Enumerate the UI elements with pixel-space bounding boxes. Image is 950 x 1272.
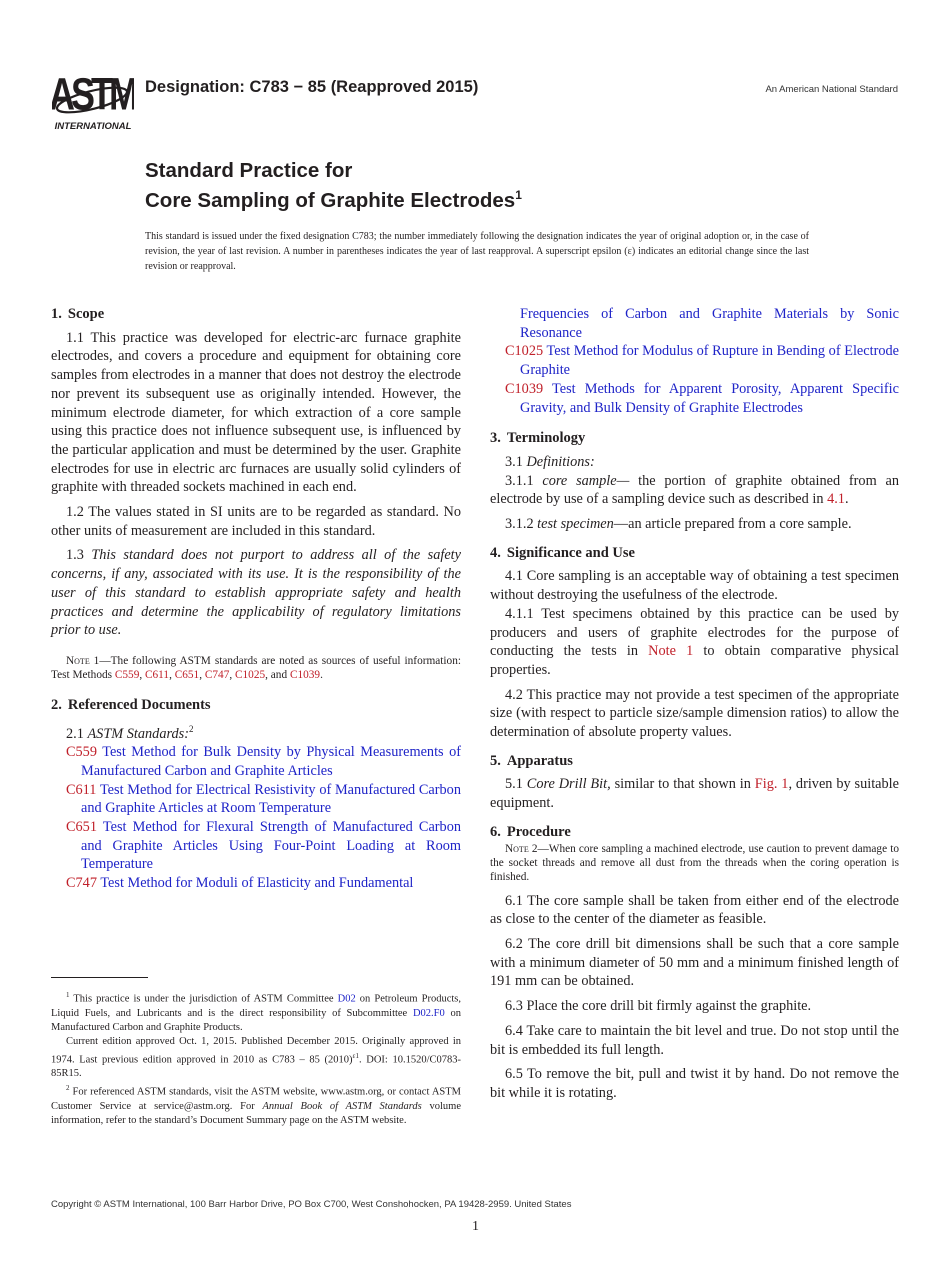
- section-heading-apparatus: 5. Apparatus: [490, 752, 573, 769]
- reference-c1039[interactable]: C1039 Test Methods for Apparent Porosity, Apparent Specific Gravity, and Bulk Density of Graphite Electrodes: [505, 380, 899, 416]
- copyright-notice: Copyright © ASTM International, 100 Barr Harbor Drive, PO Box C700, West Conshohocken, PA 19428-2959. United States: [51, 1199, 572, 1210]
- footnotes: [51, 988, 461, 1128]
- astm-logo-icon: [52, 62, 134, 132]
- reference-c747-continued[interactable]: Frequencies of Carbon and Graphite Materials by Sonic Resonance: [520, 306, 899, 341]
- reference-c747[interactable]: C747 Test Method for Moduli of Elasticity and Fundamental: [66, 875, 414, 892]
- link-c747[interactable]: C747: [204, 668, 230, 681]
- link-c611[interactable]: C611: [145, 668, 170, 681]
- paragraph-3-1-2: 3.1.2 test specimen—an article prepared from a core sample.: [505, 516, 852, 533]
- link-c559[interactable]: C559: [114, 668, 140, 681]
- title-line-1: Standard Practice for: [145, 159, 353, 182]
- astm-logo: [52, 62, 134, 132]
- paragraph-4-1: 4.1 Core sampling is an acceptable way of obtaining a test specimen without destroying the usefulness of the electrode.: [490, 568, 899, 604]
- national-standard-label: An American National Standard: [765, 84, 898, 95]
- footnote-divider: [51, 977, 148, 978]
- section-heading-procedure: 6. Procedure: [490, 823, 571, 840]
- link-fig-1[interactable]: Fig. 1: [754, 776, 789, 793]
- intro-paragraph: This standard is issued under the fixed designation C783; the number immediately following the designation indicates the year of original adoption or, in the case of revision, the year of last revision. A number in parentheses indicates the year of last reapproval. A superscript epsilon (ε) indicates an editorial change since the last revision or reapproval.: [145, 231, 809, 272]
- designation: Designation: C783 − 85 (Reapproved 2015): [145, 78, 479, 96]
- note-1: Note 1—The following ASTM standards are noted as sources of useful information: Test Methods C559, C611, C651, C747, C1025, and C1039.: [51, 654, 461, 681]
- footnote-1: $^1$ This practice is under the jurisdiction of ASTM Committee D02 on Petroleum Products, Liquid Fuels, and Lubricants and is the direct responsibility of Subcommittee D02.F0 on Manufactured Carbon and Graphite Products.: [51, 991, 461, 1033]
- paragraph-4-1-1: 4.1.1 Test specimens obtained by this practice can be used by producers and users of graphite electrodes for the purpose of conducting the tests in Note 1 to obtain comparative physical properties.: [490, 605, 899, 678]
- link-d02-f0[interactable]: D02.F0: [412, 1007, 445, 1019]
- svg-text:ASTM: ASTM: [52, 68, 134, 120]
- link-c1025[interactable]: C1025: [235, 668, 266, 681]
- paragraph-2-1: 2.1 ASTM Standards:$^2$: [66, 723, 194, 742]
- reference-c1025[interactable]: C1025 Test Method for Modulus of Rupture in Bending of Electrode Graphite: [505, 343, 899, 379]
- section-heading-significance: 4. Significance and Use: [490, 544, 635, 561]
- reference-c651[interactable]: C651 Test Method for Flexural Strength of Manufactured Carbon and Graphite Articles Using Four-Point Loading at Room Temperature: [66, 818, 461, 873]
- link-c1039[interactable]: C1039: [289, 668, 321, 681]
- page-title: [145, 158, 522, 213]
- right-column: [490, 305, 899, 1109]
- svg-text:INTERNATIONAL: INTERNATIONAL: [54, 121, 132, 132]
- paragraph-1-2: 1.2 The values stated in SI units are to be regarded as standard. No other units of measurement are included in this standard.: [51, 504, 461, 539]
- paragraph-4-2: 4.2 This practice may not provide a test specimen of the appropriate size (with respect to particle size/sample dimension ratios) to allow the determination of absolute property values.: [490, 686, 899, 741]
- paragraph-3-1-1: 3.1.1 core sample— the portion of graphite obtained from an electrode by use of a sampling device such as described in 4.1.: [490, 472, 899, 508]
- page-number: 1: [472, 1219, 479, 1234]
- paragraph-6-5: 6.5 To remove the bit, pull and twist it by hand. Do not remove the bit while it is rotating.: [490, 1066, 899, 1101]
- paragraph-5-1: 5.1 Core Drill Bit, similar to that shown in Fig. 1, driven by suitable equipment.: [490, 776, 899, 812]
- link-c651[interactable]: C651: [174, 668, 200, 681]
- footnote-2-mark[interactable]: 2: [189, 723, 194, 734]
- footnote-1-mark[interactable]: 1: [515, 188, 522, 202]
- section-heading-scope: 1. Scope: [51, 306, 105, 322]
- paragraph-6-3: 6.3 Place the core drill bit firmly against the graphite.: [505, 998, 812, 1015]
- reference-c611[interactable]: C611 Test Method for Electrical Resistivity of Manufactured Carbon and Graphite Articles at Room Temperature: [66, 781, 461, 817]
- title-line-2: Core Sampling of Graphite Electrodes$^1$: [145, 188, 522, 212]
- link-note-1[interactable]: Note 1: [648, 643, 694, 660]
- note-2: Note 2—When core sampling a machined electrode, use caution to prevent damage to the socket threads and remove all dust from the threads when the coring operation is finished.: [490, 842, 899, 883]
- paragraph-3-1: 3.1 Definitions:: [505, 453, 595, 470]
- footnote-2: $^2$ For referenced ASTM standards, visit the ASTM website, www.astm.org, or contact ASTM Customer Service at service@astm.org. For Annual Book of ASTM Standards volume information, refer to the standard’s Document Summary page on the ASTM website.: [51, 1084, 461, 1126]
- section-heading-terminology: 3. Terminology: [490, 430, 586, 447]
- footnote-1-edition: Current edition approved Oct. 1, 2015. Published December 2015. Originally approved in 1974. Last previous edition approved in 2010 as C783 – 85 $(2010)^{\varepsilon 1}$. DOI: 10.1520/C0783-85R15.: [51, 1035, 461, 1079]
- link-d02[interactable]: D02: [337, 993, 356, 1005]
- paragraph-6-4: 6.4 Take care to maintain the bit level and true. Do not stop until the bit is embedded its full length.: [490, 1022, 899, 1058]
- paragraph-1-1: 1.1 This practice was developed for electric-arc furnace graphite electrodes, and covers a procedure and equipment for obtaining core samples from electrodes in a manner that does not destroy the electrode nor prevent its subsequent use as originally intended. However, the minimum electrode diameter, for which extraction of a core sample using this practice does not influence subsequent use, is influenced by the particular application and must be determined by the user. Graphite electrodes for use in electric arc furnaces are usually solid cylinders of graphite with threaded sockets machined in each end.: [51, 329, 461, 496]
- section-heading-referenced-documents: 2. Referenced Documents: [51, 696, 211, 713]
- paragraph-6-2: 6.2 The core drill bit dimensions shall be such that a core sample with a minimum diameter of 50 mm and a minimum finished length of 191 mm can be obtained.: [490, 935, 899, 990]
- paragraph-1-3: 1.3 This standard does not purport to address all of the safety concerns, if any, associated with its use. It is the responsibility of the user of this standard to establish appropriate safety and health practices and determine the applicability of regulatory limitations prior to use.: [51, 547, 461, 639]
- paragraph-6-1: 6.1 The core sample shall be taken from either end of the electrode as close to the center of the diameter as feasible.: [490, 892, 899, 928]
- reference-c559[interactable]: C559 Test Method for Bulk Density by Physical Measurements of Manufactured Carbon and Graphite Articles: [66, 744, 461, 779]
- link-section-4-1[interactable]: 4.1: [827, 491, 845, 508]
- left-column: [51, 305, 461, 893]
